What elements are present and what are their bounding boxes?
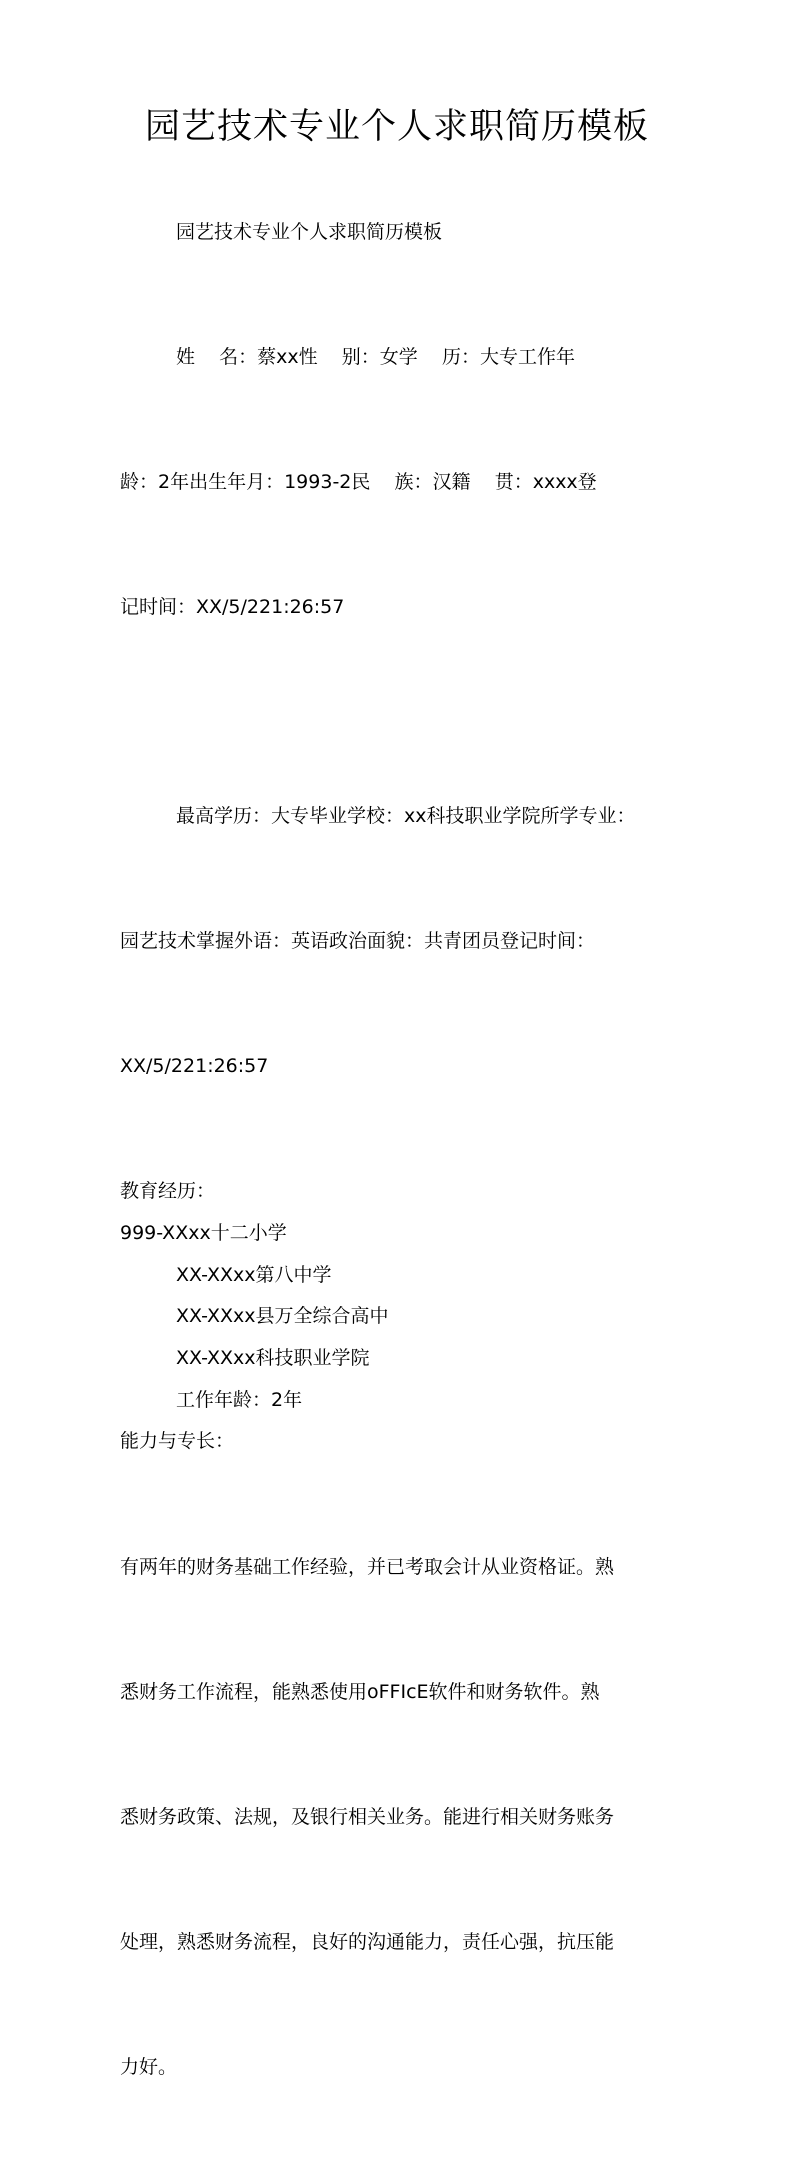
- skills-line: 悉财务政策、法规，及银行相关业务。能进行相关财务账务: [120, 1805, 615, 1828]
- skills-line: 力好。: [120, 2055, 178, 2078]
- education-heading: 教育经历：: [120, 1180, 216, 1203]
- subtitle: 园艺技术专业个人求职简历模板: [176, 221, 443, 243]
- skills-paragraph: [120, 1463, 680, 2172]
- basic-info-line: 龄：2年出生年月：1993-2民 族：汉籍 贯：xxxx登: [120, 471, 597, 494]
- basic-info-line: 姓 名：蔡xx性 别：女学 历：大专工作年: [176, 346, 575, 369]
- education-info-line: XX/5/221:26:57: [120, 1055, 269, 1078]
- education-item: 999-XXxx十二小学: [120, 1221, 287, 1244]
- skills-line: 有两年的财务基础工作经验，并已考取会计从业资格证。熟: [120, 1555, 615, 1578]
- education-info-line: 园艺技术掌握外语：英语政治面貌：共青团员登记时间：: [120, 929, 596, 952]
- education-info-line: 最高学历：大专毕业学校：xx科技职业学院所学专业：: [176, 804, 636, 827]
- education-item: XX-XXxx科技职业学院: [176, 1346, 370, 1369]
- basic-info-line: 记时间：XX/5/221:26:57: [120, 596, 345, 619]
- document-body: [120, 212, 680, 2172]
- education-info-paragraph: [120, 712, 680, 1171]
- document-title: 园艺技术专业个人求职简历模板: [144, 107, 649, 147]
- skills-heading: 能力与专长：: [120, 1430, 235, 1453]
- skills-line: 处理，熟悉财务流程，良好的沟通能力，责任心强，抗压能: [120, 1930, 615, 1953]
- education-item: XX-XXxx县万全综合高中: [176, 1305, 389, 1328]
- education-item: XX-XXxx第八中学: [176, 1263, 332, 1286]
- skills-line: 悉财务工作流程，能熟悉使用oFFIcE软件和财务软件。熟: [120, 1680, 600, 1703]
- work-years: 工作年龄：2年: [176, 1388, 303, 1411]
- basic-info-paragraph: [120, 254, 680, 713]
